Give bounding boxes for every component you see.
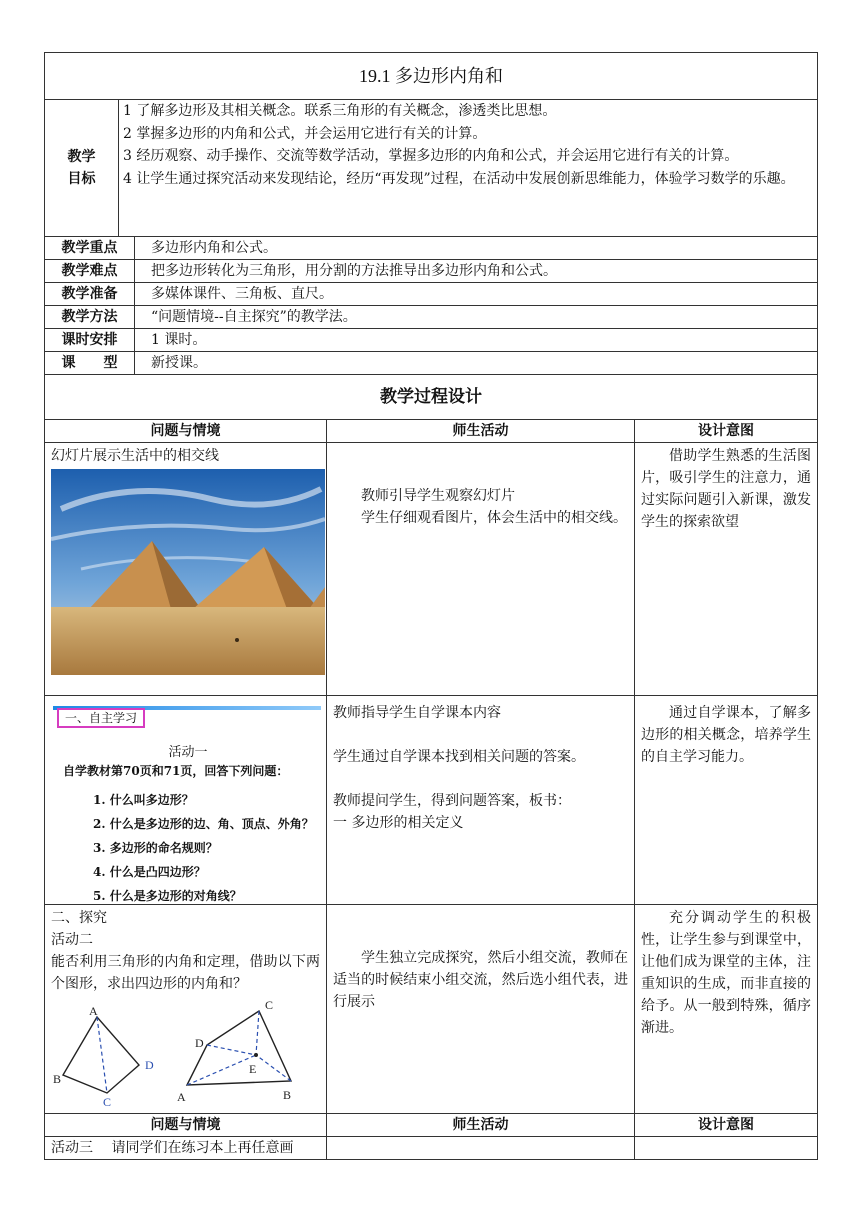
intent-text: 充分调动学生的积极性，让学生参与到课堂中，让他们成为课堂的主体，注重知识的生成，而非直接的给予。从一般到特殊，循序渐进。 bbox=[641, 910, 811, 1036]
column-header: 设计意图 bbox=[635, 1114, 818, 1137]
activity-text: 学生仔细观看图片，体会生活中的相交线。 bbox=[361, 510, 627, 526]
slide-question: 5. 什么是多边形的对角线？ bbox=[93, 889, 242, 903]
intent-cell bbox=[635, 905, 818, 1114]
situation-text: 能否利用三角形的内角和定理，借助以下两个图形，求出四边形的内角和？ bbox=[51, 954, 320, 992]
situation-text: 活动三 请同学们在练习本上再任意画 bbox=[51, 1140, 294, 1156]
vertex-label: E bbox=[249, 1062, 257, 1076]
activity-cell bbox=[327, 696, 635, 905]
activity-text: 学生独立完成探究，然后小组交流，教师在适当的时候结束小组交流，然后选小组代表，进行展示 bbox=[333, 950, 628, 1010]
column-header: 设计意图 bbox=[635, 420, 818, 443]
slide-question: 1. 什么叫多边形？ bbox=[93, 793, 194, 807]
activity-cell bbox=[327, 905, 635, 1114]
slide-question: 2. 什么是多边形的边、角、顶点、外角？ bbox=[93, 817, 314, 831]
activity-text: 教师提问学生，得到问题答案，板书： bbox=[333, 793, 571, 809]
slide-question: 3. 多边形的命名规则？ bbox=[93, 841, 218, 855]
process-title: 教学过程设计 bbox=[45, 375, 818, 420]
info-label: 教学准备 bbox=[45, 283, 135, 306]
goal-item: 4 让学生通过探究活动来发现结论，经历“再发现”过程，在活动中发展创新思维能力，体验学习数学的乐趣。 bbox=[123, 170, 795, 187]
info-label: 课 型 bbox=[45, 352, 135, 375]
goal-item: 2 掌握多边形的内角和公式，并会运用它进行有关的计算。 bbox=[123, 125, 487, 142]
situation-cell bbox=[45, 443, 327, 696]
info-label: 教学重点 bbox=[45, 237, 135, 260]
info-value: “问题情境--自主探究”的教学法。 bbox=[135, 306, 818, 329]
goals-content bbox=[119, 100, 818, 237]
situation-cell bbox=[45, 905, 327, 1114]
situation-cell bbox=[45, 696, 327, 905]
quadrilateral-figures bbox=[51, 995, 313, 1111]
situation-text: 幻灯片展示生活中的相交线 bbox=[51, 448, 219, 464]
info-value: 多边形内角和公式。 bbox=[135, 237, 818, 260]
goals-label: 教学 目标 bbox=[45, 100, 119, 237]
info-label: 教学难点 bbox=[45, 260, 135, 283]
intent-cell bbox=[635, 1137, 818, 1160]
info-value: 多媒体课件、三角板、直尺。 bbox=[135, 283, 818, 306]
vertex-label: A bbox=[177, 1090, 186, 1104]
vertex-label: A bbox=[89, 1004, 98, 1018]
activity-cell bbox=[327, 443, 635, 696]
slide-image bbox=[53, 702, 323, 902]
situation-text: 活动二 bbox=[51, 932, 93, 948]
slide-question: 4. 什么是凸四边形？ bbox=[93, 865, 206, 879]
activity-cell bbox=[327, 1137, 635, 1160]
vertex-label: D bbox=[195, 1036, 204, 1050]
vertex-label: B bbox=[53, 1072, 62, 1086]
intent-text: 通过自学课本，了解多边形的相关概念，培养学生的自主学习能力。 bbox=[641, 705, 811, 765]
vertex-label: C bbox=[265, 998, 274, 1012]
column-header: 问题与情境 bbox=[45, 1114, 327, 1137]
vertex-label: D bbox=[145, 1058, 154, 1072]
activity-text: 教师指导学生自学课本内容 bbox=[333, 705, 501, 721]
slide-question-list bbox=[93, 788, 314, 908]
page-title: 19.1 多边形内角和 bbox=[45, 53, 818, 100]
lesson-plan bbox=[44, 52, 817, 1160]
column-header: 师生活动 bbox=[327, 420, 635, 443]
column-header: 问题与情境 bbox=[45, 420, 327, 443]
vertex-label: B bbox=[283, 1088, 292, 1102]
slide-subtitle: 自学教材第70页和71页，回答下列问题： bbox=[63, 764, 289, 778]
vertex-label: C bbox=[103, 1095, 112, 1109]
activity-text: 一 多边形的相关定义 bbox=[333, 815, 464, 831]
activity-text: 学生通过自学课本找到相关问题的答案。 bbox=[333, 749, 585, 765]
pyramids-photo bbox=[51, 469, 325, 675]
info-label: 教学方法 bbox=[45, 306, 135, 329]
lesson-table bbox=[44, 52, 818, 1160]
activity-text: 教师引导学生观察幻灯片 bbox=[361, 488, 515, 504]
slide-tag: 一、自主学习 bbox=[57, 708, 145, 728]
situation-cell bbox=[45, 1137, 327, 1160]
goal-item: 3 经历观察、动手操作、交流等数学活动，掌握多边形的内角和公式，并会运用它进行有关的计算。 bbox=[123, 148, 739, 164]
intent-cell bbox=[635, 696, 818, 905]
slide-heading: 活动一 bbox=[168, 745, 208, 760]
goal-item: 1 了解多边形及其相关概念。联系三角形的有关概念，渗透类比思想。 bbox=[123, 103, 557, 119]
column-header: 师生活动 bbox=[327, 1114, 635, 1137]
info-value: 新授课。 bbox=[135, 352, 818, 375]
info-label: 课时安排 bbox=[45, 329, 135, 352]
info-value: 把多边形转化为三角形，用分割的方法推导出多边形内角和公式。 bbox=[135, 260, 818, 283]
intent-cell bbox=[635, 443, 818, 696]
intent-text: 借助学生熟悉的生活图片，吸引学生的注意力，通过实际问题引入新课，激发学生的探索欲望 bbox=[641, 448, 811, 530]
info-value: 1 课时。 bbox=[135, 329, 818, 352]
situation-text: 二、探究 bbox=[51, 910, 107, 926]
